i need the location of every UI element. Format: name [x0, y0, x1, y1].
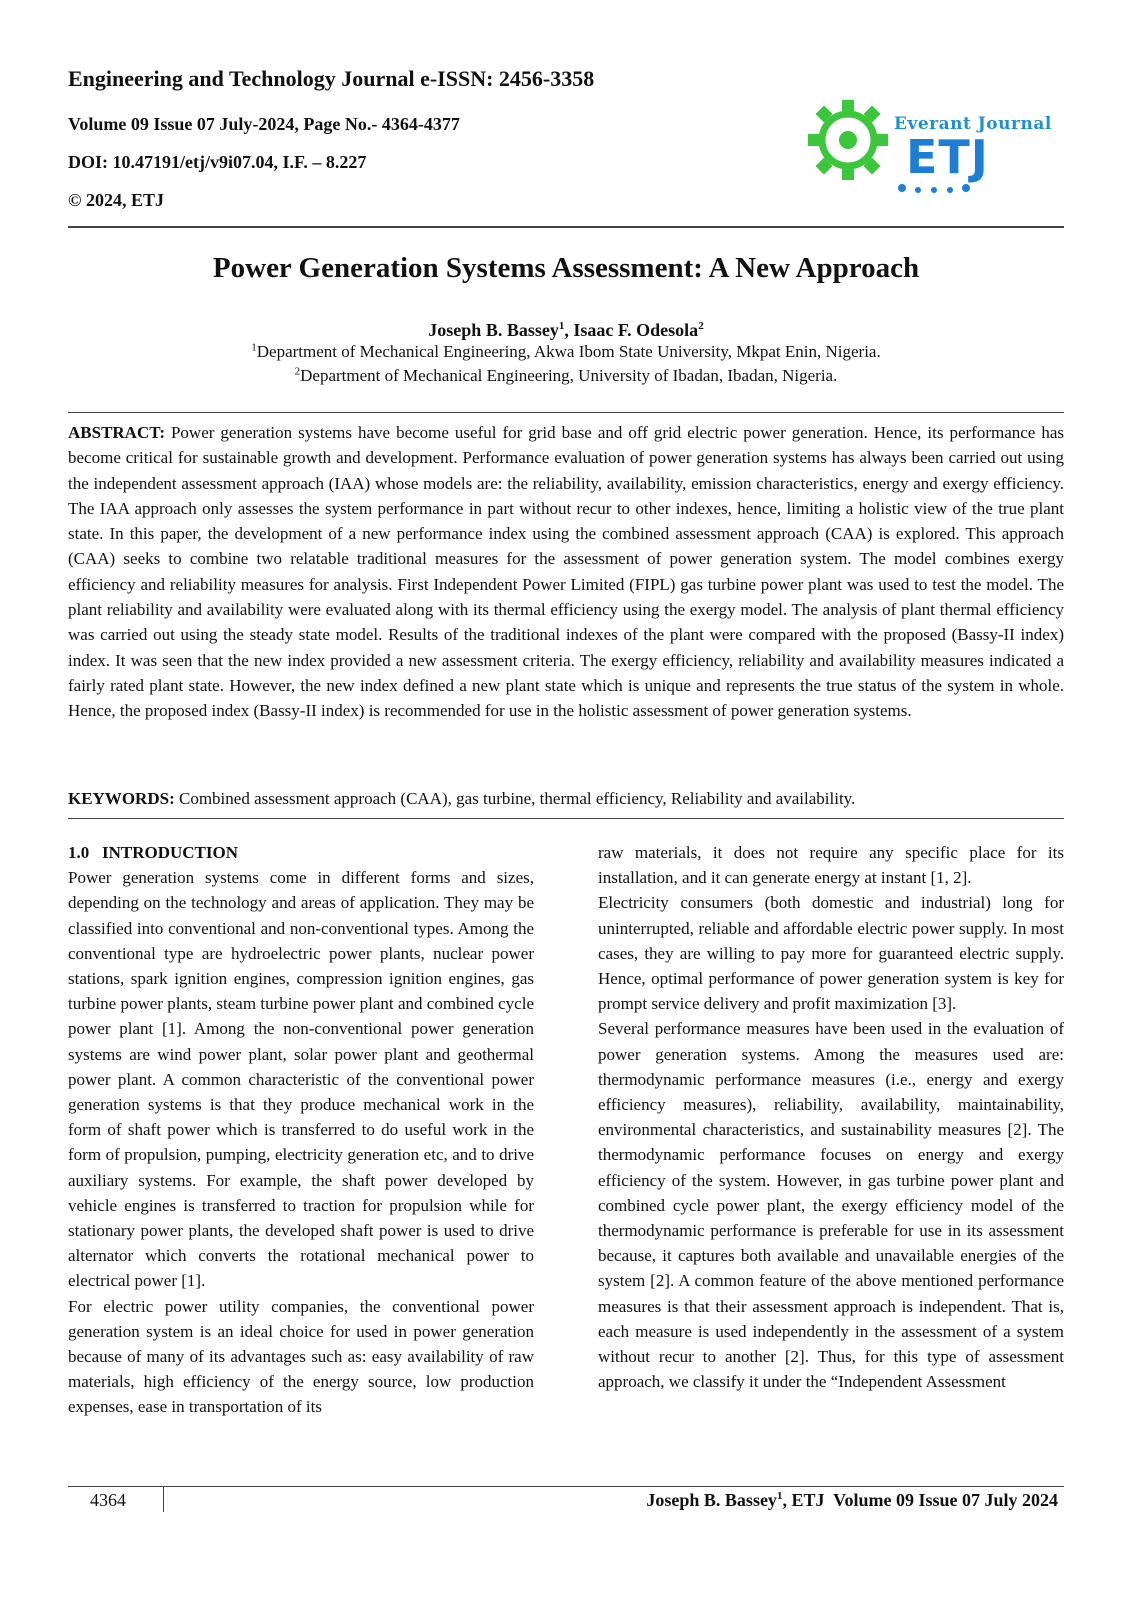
keywords: [68, 786, 1064, 811]
paragraph: Several performance measures have been used in the evaluation of power generation systems. Among the measures used are: thermodynamic performance measures (i.e., energy and exergy efficiency measures), reliability, availability, maintainability, environmental characteristics, and sustainability measures [2]. The thermodynamic performance focuses on energy and exergy efficiency of the system. However, in gas turbine power plant and combined cycle power plant, the exergy efficiency model of the thermodynamic performance is preferable for use in its assessment because, it captures both available and unavailable energies of the system [2]. A common feature of the above mentioned performance measures is that their assessment approach is independent. That is, each measure is used independently in the assessment of a system without recur to another [2]. Thus, for this type of assessment approach, we classify it under the “Independent Assessment: [598, 1019, 1064, 1392]
doi-info: DOI: 10.47191/etj/v9i07.04, I.F. – 8.227: [68, 152, 367, 172]
affiliation-text: Department of Mechanical Engineering, Akwa Ibom State University, Mkpat Enin, Nigeria.: [256, 342, 881, 361]
affiliation-superscript: 1: [251, 341, 257, 354]
header-divider: [68, 226, 1064, 228]
paper-title: Power Generation Systems Assessment: A New Approach: [212, 252, 920, 284]
affiliation-text: Department of Mechanical Engineering, University of Ibadan, Ibadan, Nigeria.: [300, 366, 838, 385]
footer-citation: [646, 1490, 1058, 1511]
affiliation-2: [68, 366, 1064, 386]
footer-author-superscript: 1: [776, 1490, 783, 1502]
body-column-right: [598, 840, 1064, 1394]
paragraph: Power generation systems come in different forms and sizes, depending on the technology and areas of application. They may be classified into conventional and non-conventional types. Among the conventional type are hydroelectric power plants, nuclear power stations, spark ignition engines, compression ignition engines, gas turbine power plants, steam turbine power plant and combined cycle power plant [1]. Among the non-conventional power generation systems are wind power plant, solar power plant and geothermal power plant. A common characteristic of the conventional power generation systems is that they produce mechanical work in the form of shaft power which is transferred to do useful work in the form of propulsion, pumping, electricity generation etc, and to drive auxiliary systems. For example, the shaft power developed by vehicle engines is transferred to traction for propulsion while for stationary power plants, the developed shaft power is used to drive alternator which converts the rotational mechanical power to electrical power [1].: [68, 868, 534, 1291]
keywords-bottom-divider: [68, 818, 1064, 819]
footer-author: Joseph B. Bassey: [646, 1490, 777, 1510]
body-column-left: [68, 840, 534, 1420]
paragraph: Electricity consumers (both domestic and industrial) long for uninterrupted, reliable and affordable electric power supply. In most cases, they are willing to pay more for guaranteed electric supply. Hence, optimal performance of power generation system is key for prompt service delivery and profit maximization [3].: [598, 893, 1064, 1014]
author-separator: ,: [564, 320, 574, 340]
journal-name: Engineering and Technology Journal e-ISSN: 2456-3358: [68, 66, 595, 91]
author-superscript: 1: [558, 320, 565, 332]
keywords-label: KEYWORDS:: [68, 789, 175, 808]
footer-separator: [163, 1486, 164, 1512]
abstract: [68, 420, 1064, 724]
author-name: Joseph B. Bassey: [428, 320, 559, 340]
section-heading: 1.0 INTRODUCTION: [68, 843, 239, 862]
keywords-text: Combined assessment approach (CAA), gas turbine, thermal efficiency, Reliability and availability.: [174, 789, 856, 808]
abstract-label: ABSTRACT:: [68, 423, 165, 442]
author-name: Isaac F. Odesola: [573, 320, 699, 340]
abstract-text: Power generation systems have become useful for grid base and off grid electric power generation. Hence, its performance has become critical for sustainable growth and development. Performance evaluation of power generation systems has always been carried out using the independent assessment approach (IAA) whose models are: the reliability, availability, emission characteristics, energy and exergy efficiency. The IAA approach only assesses the system performance in part without recur to other indexes, hence, limiting a holistic view of the true plant state. In this paper, the development of a new performance index using the combined assessment approach (CAA) is explored. This approach (CAA) seeks to combine two relatable traditional measures for the assessment of power generation system. The model combines exergy efficiency and reliability measures for analysis. First Independent Power Limited (FIPL) gas turbine power plant was used to test the model. The plant reliability and availability were evaluated along with its thermal efficiency using the exergy model. The analysis of plant thermal efficiency was carried out using the steady state model. Results of the traditional indexes of the plant were compared with the proposed (Bassy-II index) index. It was seen that the new index provided a new assessment criteria. The exergy efficiency, reliability and availability measures indicated a fairly rated plant state. However, the new index defined a new plant state which is unique and represents the true status of the system in whole. Hence, the proposed index (Bassy-II index) is recommended for use in the holistic assessment of power generation systems.: [68, 423, 1064, 721]
volume-info: Volume 09 Issue 07 July-2024, Page No.- 4364-4377: [68, 114, 460, 134]
paragraph: For electric power utility companies, the conventional power generation system is an ideal choice for used in power generation because of many of its advantages such as: easy availability of raw materials, high efficiency of the energy source, low production expenses, ease in transportation of its: [68, 1296, 534, 1417]
paragraph: raw materials, it does not require any specific place for its installation, and it can generate energy at instant [1, 2].: [598, 843, 1064, 888]
footer-divider: [68, 1486, 1064, 1487]
abstract-top-divider: [68, 412, 1064, 413]
affiliation-1: [68, 342, 1064, 362]
author-superscript: 2: [698, 320, 704, 332]
footer-citation-text: , ETJ Volume 09 Issue 07 July 2024: [782, 1490, 1058, 1510]
logo-journal-text: Everant Journal: [894, 114, 1052, 134]
journal-logo: [806, 96, 1052, 200]
affiliation-superscript: 2: [294, 365, 301, 378]
copyright: © 2024, ETJ: [68, 190, 164, 210]
logo-abbr-text: ETJ: [906, 130, 989, 184]
page-number: 4364: [90, 1490, 126, 1510]
author-list: [68, 320, 1064, 341]
